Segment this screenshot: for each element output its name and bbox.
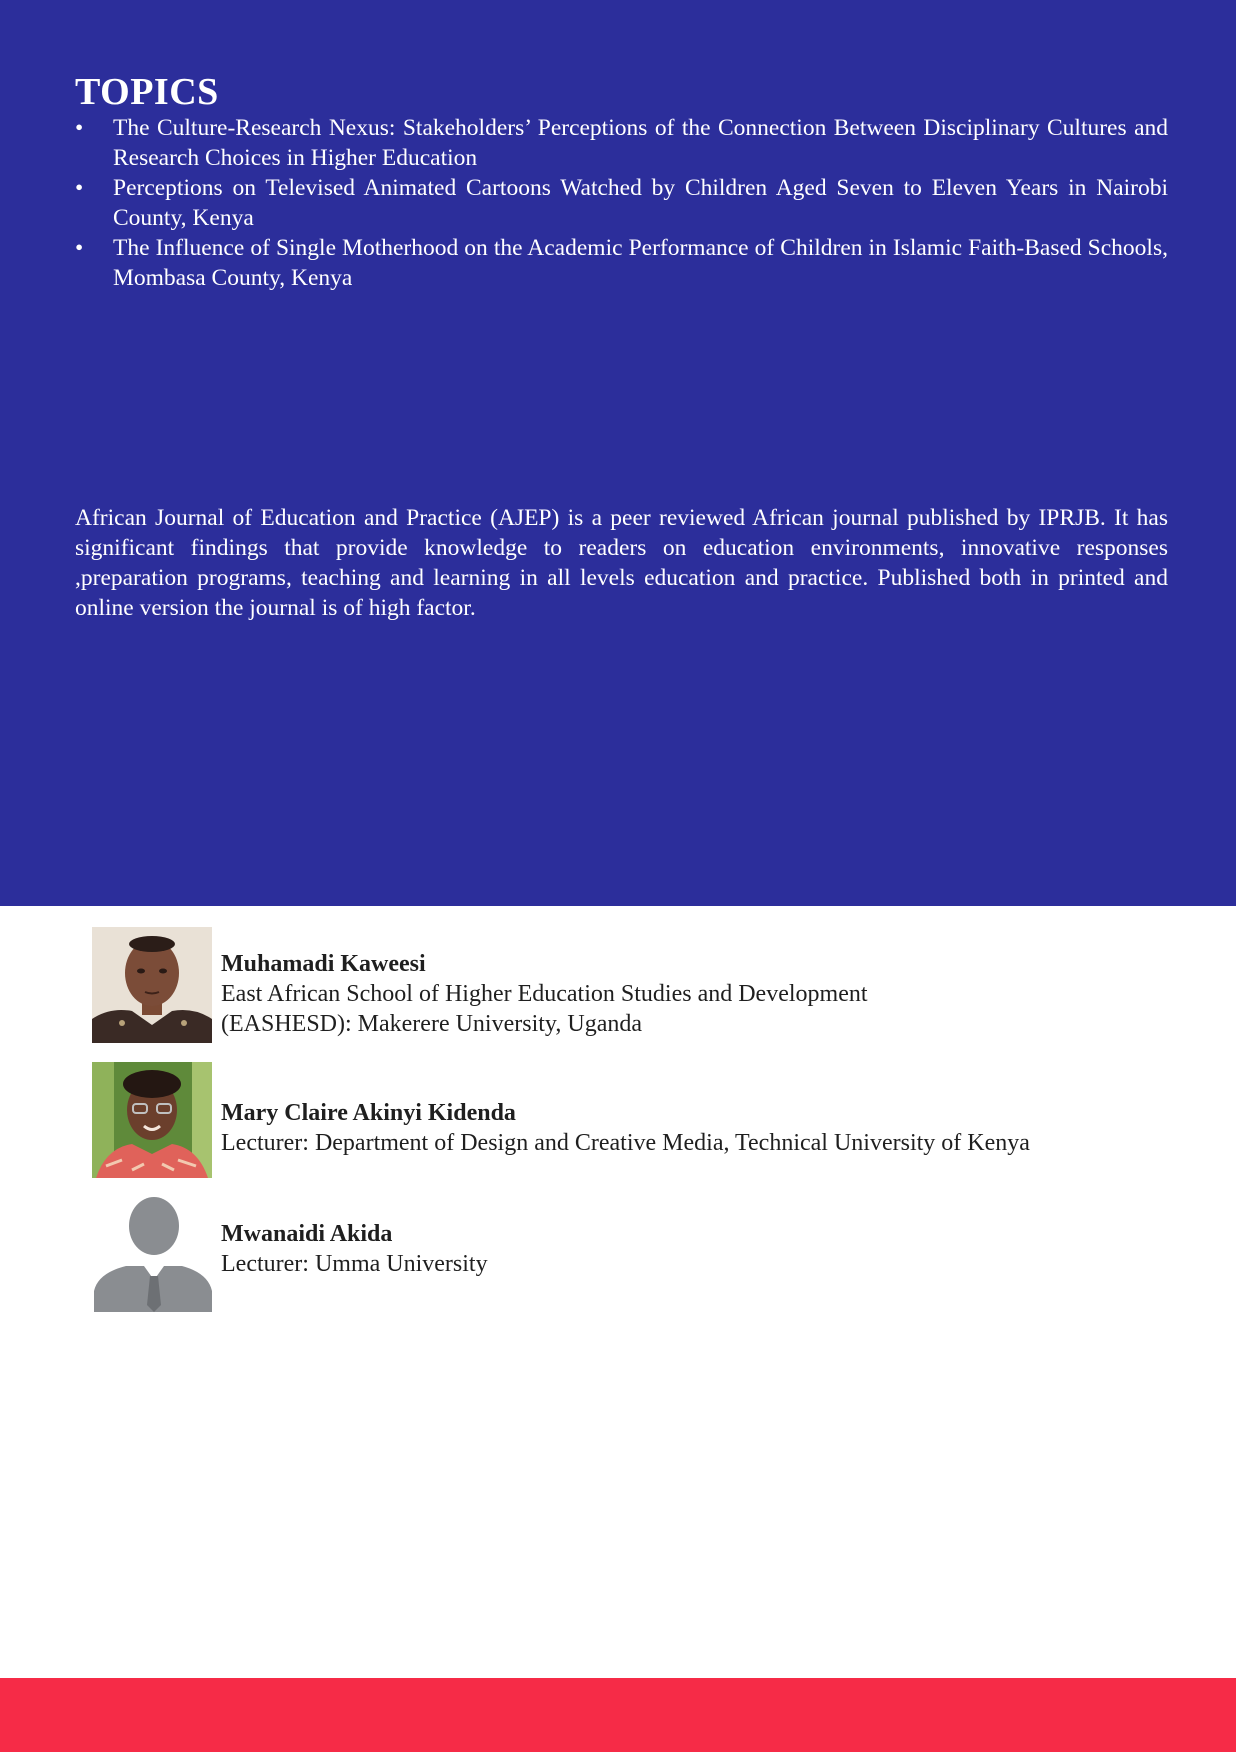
- journal-description: African Journal of Education and Practice (AJEP) is a peer reviewed African journal published by IPRJB. It has significant findings that provide knowledge to readers on education environments, innovative responses ,preparation programs, teaching and learning in all levels education and practice. Published both in printed and online version the journal is of high factor.: [75, 505, 1168, 621]
- author-name: Muhamadi Kaweesi: [221, 951, 426, 977]
- topics-heading: TOPICS: [75, 71, 219, 113]
- topic-item: [75, 173, 1168, 233]
- author-photo: [92, 927, 212, 1043]
- portrait-man-icon: [92, 927, 212, 1043]
- bullet-icon: •: [75, 115, 84, 141]
- author-name: Mary Claire Akinyi Kidenda: [221, 1100, 516, 1126]
- author-info: [221, 1219, 488, 1279]
- author-info: [221, 949, 868, 1039]
- author-affiliation: Lecturer: Department of Design and Creative Media, Technical University of Kenya: [221, 1130, 1030, 1156]
- topic-title: The Influence of Single Motherhood on the Academic Performance of Children in Islamic Faith-Based Schools, Mombasa County, Kenya: [113, 235, 1168, 291]
- topic-item: [75, 233, 1168, 293]
- author-entry: [92, 927, 1192, 1043]
- bullet-icon: •: [75, 235, 84, 261]
- topic-title: Perceptions on Televised Animated Cartoons Watched by Children Aged Seven to Eleven Years in Nairobi County, Kenya: [113, 175, 1168, 231]
- author-entry: [92, 1062, 1192, 1178]
- author-photo: [92, 1196, 212, 1312]
- topic-title: The Culture-Research Nexus: Stakeholders’ Perceptions of the Connection Between Disciplinary Cultures and Research Choices in Higher Education: [113, 115, 1168, 171]
- author-photo: [92, 1062, 212, 1178]
- portrait-woman-icon: [92, 1062, 212, 1178]
- author-name: Mwanaidi Akida: [221, 1221, 393, 1247]
- author-affiliation: East African School of Higher Education Studies and Development (EASHESD): Makerere University, Uganda: [221, 981, 868, 1037]
- topics-list: [75, 113, 1168, 293]
- bullet-icon: •: [75, 175, 84, 201]
- author-info: [221, 1098, 1030, 1158]
- topic-item: [75, 113, 1168, 173]
- footer-bar: [0, 1678, 1236, 1752]
- author-entry: [92, 1196, 1192, 1312]
- author-affiliation: Lecturer: Umma University: [221, 1251, 488, 1277]
- person-silhouette-icon: [92, 1196, 212, 1312]
